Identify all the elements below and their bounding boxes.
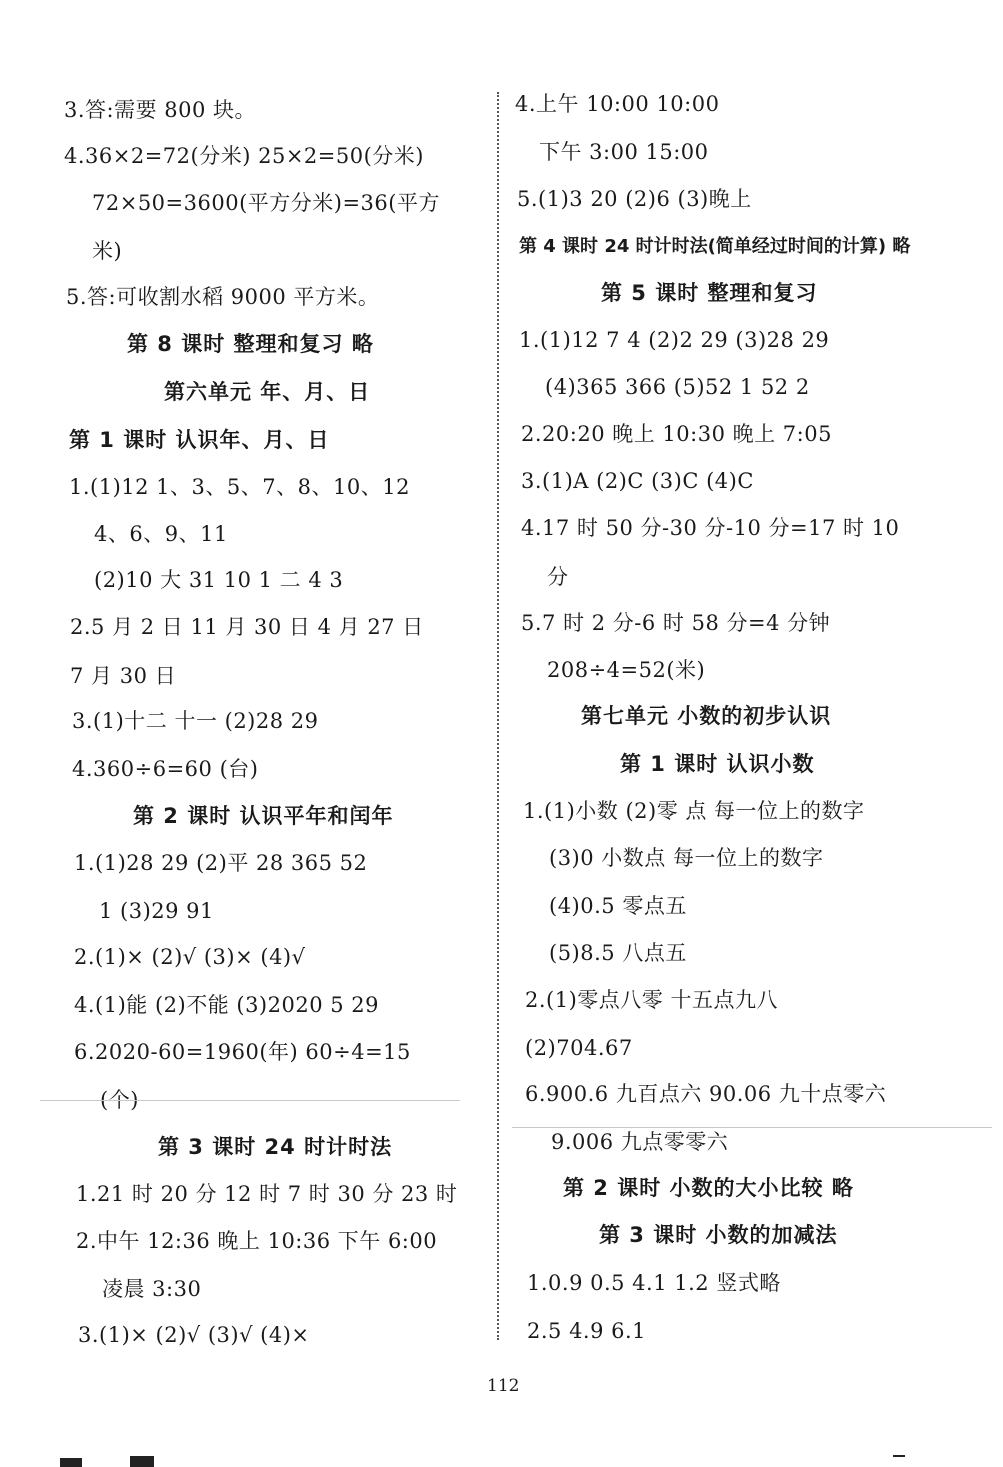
lesson-heading: 第 5 课时 整理和复习 — [601, 281, 818, 305]
scan-edge-mark — [893, 1455, 905, 1457]
unit-heading: 第七单元 小数的初步认识 — [581, 704, 832, 728]
answer-line: 1.(1)12 1、3、5、7、8、10、12 — [69, 475, 410, 499]
answer-line: 3.(1)× (2)√ (3)√ (4)× — [78, 1323, 310, 1347]
answer-line: 下午 3:00 15:00 — [539, 140, 709, 164]
lesson-heading: 第 1 课时 认识小数 — [620, 752, 815, 776]
answer-line: 5.答:可收割水稻 9000 平方米。 — [66, 285, 380, 309]
answer-line: (4)365 366 (5)52 1 52 2 — [545, 375, 810, 399]
lesson-heading: 第 2 课时 小数的大小比较 略 — [563, 1176, 854, 1200]
scan-artifact-line — [40, 1100, 460, 1101]
answer-line: 4.17 时 50 分-30 分-10 分=17 时 10 — [521, 516, 900, 540]
answer-line: 3.答:需要 800 块。 — [64, 98, 257, 122]
answer-line: 1.(1)28 29 (2)平 28 365 52 — [74, 851, 368, 875]
answer-line: 3.(1)A (2)C (3)C (4)C — [521, 469, 754, 493]
answer-line: (3)0 小数点 每一位上的数字 — [549, 846, 824, 870]
column-divider — [497, 92, 499, 1340]
page-number: 112 — [487, 1376, 520, 1396]
lesson-heading: 第 3 课时 小数的加减法 — [599, 1223, 838, 1247]
answer-line: (2)10 大 31 10 1 二 4 3 — [94, 568, 344, 592]
lesson-heading: 第 4 课时 24 时计时法(简单经过时间的计算) 略 — [519, 236, 911, 257]
answer-line: (2)704.67 — [525, 1036, 633, 1060]
answer-line: (5)8.5 八点五 — [549, 941, 687, 965]
answer-line: 2.(1)× (2)√ (3)× (4)√ — [74, 945, 306, 969]
answer-line: 208÷4=52(米) — [547, 658, 706, 682]
answer-line: 3.(1)十二 十一 (2)28 29 — [72, 709, 319, 733]
answer-line: 7 月 30 日 — [70, 664, 177, 688]
answer-line: 凌晨 3:30 — [102, 1277, 202, 1301]
answer-line: 4、6、9、11 — [94, 522, 228, 546]
answer-line: 6.2020-60=1960(年) 60÷4=15 — [74, 1040, 411, 1064]
answer-line: 4.36×2=72(分米) 25×2=50(分米) — [64, 144, 424, 168]
answer-line: 5.7 时 2 分-6 时 58 分=4 分钟 — [521, 611, 831, 635]
answer-line: 5.(1)3 20 (2)6 (3)晚上 — [517, 187, 752, 211]
answer-line: 2.(1)零点八零 十五点九八 — [525, 988, 778, 1012]
answer-line: 9.006 九点零零六 — [551, 1130, 729, 1154]
answer-line: 2.5 月 2 日 11 月 30 日 4 月 27 日 — [70, 615, 424, 639]
answer-line: 2.20:20 晚上 10:30 晚上 7:05 — [521, 422, 832, 446]
answer-line: 2.5 4.9 6.1 — [527, 1319, 647, 1343]
answer-line: 分 — [547, 565, 569, 589]
scan-edge-mark — [60, 1458, 82, 1467]
answer-line: (个) — [100, 1088, 139, 1112]
answer-line: 6.900.6 九百点六 90.06 九十点零六 — [525, 1082, 887, 1106]
answer-line: 1 (3)29 91 — [99, 899, 214, 923]
answer-line: 72×50=3600(平方分米)=36(平方 — [92, 191, 440, 215]
scan-artifact-line — [512, 1127, 992, 1128]
answer-line: 1.(1)12 7 4 (2)2 29 (3)28 29 — [519, 328, 830, 352]
scan-edge-mark — [130, 1456, 154, 1467]
answer-line: 1.21 时 20 分 12 时 7 时 30 分 23 时 — [76, 1182, 458, 1206]
lesson-heading: 第 2 课时 认识平年和闰年 — [133, 804, 394, 828]
answer-line: (4)0.5 零点五 — [549, 894, 687, 918]
answer-line: 4.上午 10:00 10:00 — [515, 92, 720, 116]
answer-line: 米) — [92, 239, 123, 263]
lesson-heading: 第 8 课时 整理和复习 略 — [127, 332, 374, 356]
lesson-heading: 第 3 课时 24 时计时法 — [158, 1135, 393, 1159]
answer-line: 2.中午 12:36 晚上 10:36 下午 6:00 — [76, 1229, 438, 1253]
answer-line: 4.(1)能 (2)不能 (3)2020 5 29 — [74, 993, 380, 1017]
answer-line: 4.360÷6=60 (台) — [72, 757, 259, 781]
unit-heading: 第六单元 年、月、日 — [164, 380, 371, 404]
lesson-heading: 第 1 课时 认识年、月、日 — [69, 428, 330, 452]
answer-line: 1.(1)小数 (2)零 点 每一位上的数字 — [523, 799, 865, 823]
answer-line: 1.0.9 0.5 4.1 1.2 竖式略 — [527, 1271, 781, 1295]
